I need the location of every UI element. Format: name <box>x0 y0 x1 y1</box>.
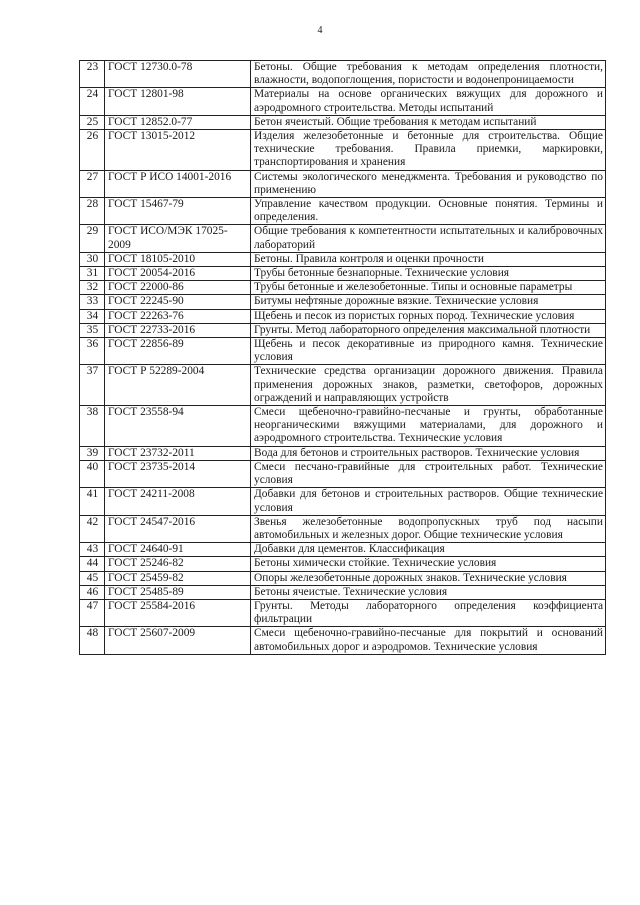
row-number: 25 <box>80 115 105 129</box>
table-row <box>80 515 606 542</box>
standard-title: Грунты. Методы лабораторного определения коэффициента фильтрации <box>251 599 606 626</box>
standard-title: Добавки для цементов. Классификация <box>251 543 606 557</box>
standard-title: Материалы на основе органических вяжущих для дорожного и аэродромного строительства. Методы испытаний <box>251 88 606 115</box>
standard-title: Опоры железобетонные дорожных знаков. Технические условия <box>251 571 606 585</box>
standard-code: ГОСТ 23732-2011 <box>105 446 251 460</box>
row-number: 47 <box>80 599 105 626</box>
row-number: 46 <box>80 585 105 599</box>
table-row <box>80 323 606 337</box>
standard-title: Изделия железобетонные и бетонные для строительства. Общие технические требования. Правила приемки, маркировки, транспортирования и хранения <box>251 130 606 171</box>
row-number: 42 <box>80 515 105 542</box>
row-number: 28 <box>80 198 105 225</box>
standard-title: Щебень и песок декоративные из природного камня. Технические условия <box>251 338 606 365</box>
row-number: 40 <box>80 460 105 487</box>
standard-title: Бетон ячеистый. Общие требования к методам испытаний <box>251 115 606 129</box>
row-number: 45 <box>80 571 105 585</box>
row-number: 35 <box>80 323 105 337</box>
standard-code: ГОСТ 25246-82 <box>105 557 251 571</box>
standards-table-body <box>80 61 606 655</box>
table-row <box>80 599 606 626</box>
standard-title: Добавки для бетонов и строительных растворов. Общие технические условия <box>251 488 606 515</box>
row-number: 23 <box>80 61 105 88</box>
table-row <box>80 460 606 487</box>
row-number: 39 <box>80 446 105 460</box>
standard-title: Смеси песчано-гравийные для строительных работ. Технические условия <box>251 460 606 487</box>
standard-title: Управление качеством продукции. Основные понятия. Термины и определения. <box>251 198 606 225</box>
row-number: 31 <box>80 267 105 281</box>
row-number: 32 <box>80 281 105 295</box>
row-number: 41 <box>80 488 105 515</box>
standard-code: ГОСТ 22856-89 <box>105 338 251 365</box>
row-number: 30 <box>80 252 105 266</box>
standard-code: ГОСТ 25584-2016 <box>105 599 251 626</box>
row-number: 48 <box>80 627 105 654</box>
standard-code: ГОСТ ИСО/МЭК 17025-2009 <box>105 225 251 252</box>
table-row <box>80 170 606 197</box>
standard-code: ГОСТ 24640-91 <box>105 543 251 557</box>
standard-code: ГОСТ 12852.0-77 <box>105 115 251 129</box>
standard-title: Смеси щебеночно-гравийно-песчаные для покрытий и оснований автомобильных дорог и аэродромов. Технические условия <box>251 627 606 654</box>
table-row <box>80 365 606 406</box>
standard-code: ГОСТ 25607-2009 <box>105 627 251 654</box>
standard-title: Смеси щебеночно-гравийно-песчаные и грунты, обработанные неорганическими вяжущими материалами, для дорожного и аэродромного строительства. Технические условия <box>251 406 606 447</box>
table-row <box>80 130 606 171</box>
standard-code: ГОСТ 12801-98 <box>105 88 251 115</box>
table-row <box>80 225 606 252</box>
row-number: 24 <box>80 88 105 115</box>
standard-title: Бетоны. Общие требования к методам определения плотности, влажности, водопоглощения, пористости и водонепроницаемости <box>251 61 606 88</box>
table-row <box>80 446 606 460</box>
table-row <box>80 115 606 129</box>
standards-table <box>79 60 606 655</box>
standard-code: ГОСТ 24211-2008 <box>105 488 251 515</box>
standard-code: ГОСТ 15467-79 <box>105 198 251 225</box>
table-row <box>80 252 606 266</box>
standard-title: Трубы бетонные и железобетонные. Типы и основные параметры <box>251 281 606 295</box>
standard-code: ГОСТ 13015-2012 <box>105 130 251 171</box>
table-row <box>80 267 606 281</box>
page-number: 4 <box>317 25 323 36</box>
row-number: 29 <box>80 225 105 252</box>
standard-title: Бетоны ячеистые. Технические условия <box>251 585 606 599</box>
table-row <box>80 338 606 365</box>
row-number: 43 <box>80 543 105 557</box>
row-number: 44 <box>80 557 105 571</box>
standard-title: Системы экологического менеджмента. Требования и руководство по применению <box>251 170 606 197</box>
standard-code: ГОСТ 22263-76 <box>105 309 251 323</box>
table-row <box>80 295 606 309</box>
row-number: 26 <box>80 130 105 171</box>
standard-code: ГОСТ 12730.0-78 <box>105 61 251 88</box>
standard-code: ГОСТ 22000-86 <box>105 281 251 295</box>
standard-title: Бетоны. Правила контроля и оценки прочности <box>251 252 606 266</box>
standard-title: Вода для бетонов и строительных растворов. Технические условия <box>251 446 606 460</box>
standard-title: Общие требования к компетентности испытательных и калибровочных лабораторий <box>251 225 606 252</box>
standard-title: Звенья железобетонные водопропускных труб под насыпи автомобильных и железных дорог. Общие технические условия <box>251 515 606 542</box>
table-row <box>80 406 606 447</box>
standard-code: ГОСТ Р ИСО 14001-2016 <box>105 170 251 197</box>
standard-title: Технические средства организации дорожного движения. Правила применения дорожных знаков, разметки, светофоров, дорожных ограждений и направляющих устройств <box>251 365 606 406</box>
standard-title: Трубы бетонные безнапорные. Технические условия <box>251 267 606 281</box>
row-number: 34 <box>80 309 105 323</box>
standard-code: ГОСТ 23558-94 <box>105 406 251 447</box>
table-row <box>80 627 606 654</box>
table-row <box>80 281 606 295</box>
table-row <box>80 557 606 571</box>
table-row <box>80 309 606 323</box>
row-number: 27 <box>80 170 105 197</box>
standard-title: Щебень и песок из пористых горных пород. Технические условия <box>251 309 606 323</box>
row-number: 38 <box>80 406 105 447</box>
row-number: 37 <box>80 365 105 406</box>
standard-code: ГОСТ Р 52289-2004 <box>105 365 251 406</box>
table-row <box>80 88 606 115</box>
table-row <box>80 61 606 88</box>
table-row <box>80 585 606 599</box>
table-row <box>80 571 606 585</box>
standard-code: ГОСТ 22733-2016 <box>105 323 251 337</box>
standard-code: ГОСТ 23735-2014 <box>105 460 251 487</box>
standard-code: ГОСТ 22245-90 <box>105 295 251 309</box>
standard-code: ГОСТ 24547-2016 <box>105 515 251 542</box>
standard-code: ГОСТ 18105-2010 <box>105 252 251 266</box>
table-row <box>80 543 606 557</box>
table-row <box>80 488 606 515</box>
standard-title: Битумы нефтяные дорожные вязкие. Технические условия <box>251 295 606 309</box>
row-number: 33 <box>80 295 105 309</box>
standard-code: ГОСТ 25459-82 <box>105 571 251 585</box>
standard-title: Грунты. Метод лабораторного определения максимальной плотности <box>251 323 606 337</box>
table-row <box>80 198 606 225</box>
standard-code: ГОСТ 20054-2016 <box>105 267 251 281</box>
row-number: 36 <box>80 338 105 365</box>
standard-code: ГОСТ 25485-89 <box>105 585 251 599</box>
standard-title: Бетоны химически стойкие. Технические условия <box>251 557 606 571</box>
